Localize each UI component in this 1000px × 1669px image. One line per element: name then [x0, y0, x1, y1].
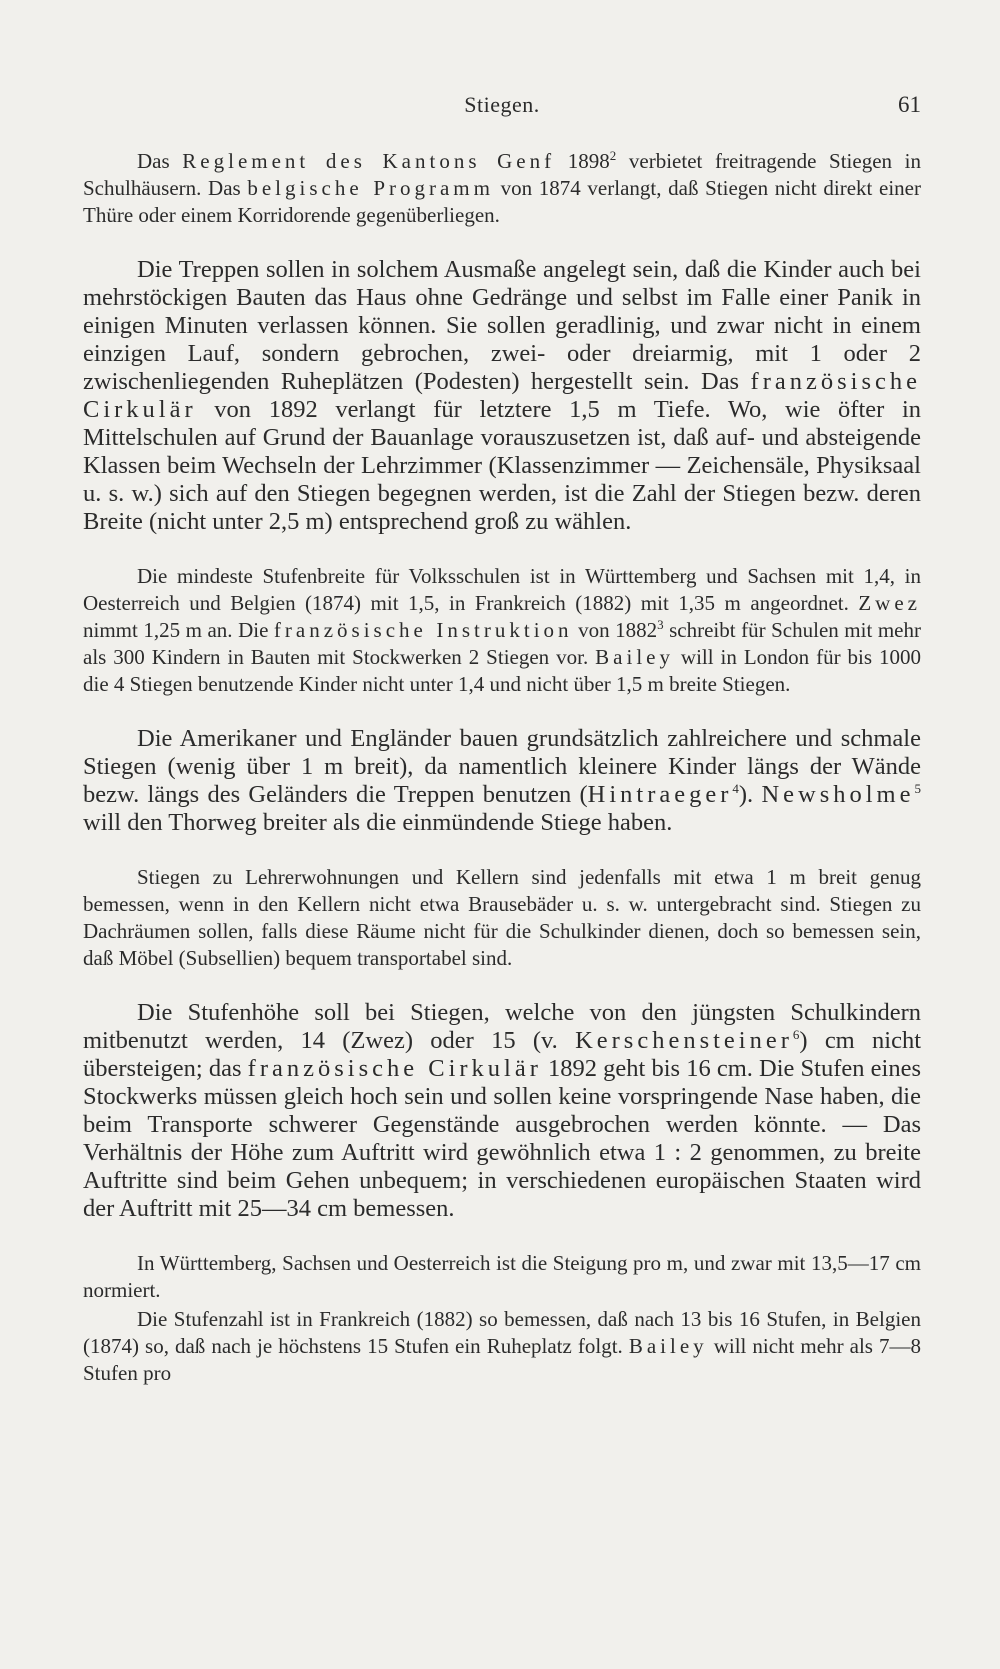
text-run: von 1882	[572, 618, 658, 642]
spaced-emphasis: Bailey	[628, 1334, 708, 1358]
footnote-marker: 3	[657, 617, 664, 632]
text-run: will den Thorweg breiter als die einmündende Stiege haben.	[83, 809, 673, 836]
text-run: Die mindeste Stufenbreite für Volksschulen ist in Württemberg und Sachsen mit 1,4, in Oesterreich und Belgien (1874) mit 1,5, in Frankreich (1882) mit 1,35 m angeordnet.	[83, 564, 921, 615]
spaced-emphasis: französische Instruktion	[273, 618, 573, 642]
text-run: will nicht mehr als 7—8 Stufen pro	[83, 1334, 921, 1385]
footnote-marker: 5	[914, 780, 921, 796]
body-paragraph	[83, 1250, 921, 1304]
text-run: Stiegen zu Lehrerwohnungen und Kellern sind jedenfalls mit etwa 1 m breit genug bemessen, wenn in den Kellern nicht etwa Brausebäder u. s. w. untergebracht sind. Stiegen zu Dachräumen sollen, falls diese Räume nicht für die Schulkinder dienen, doch so bemessen sein, daß Möbel (Subsellien) bequem transportabel sind.	[83, 865, 921, 970]
running-title: Stiegen.	[464, 92, 540, 117]
text-run: Die Stufenhöhe soll bei Stiegen, welche von den jüngsten Schulkindern mitbenutzt werden, 14 (Zwez) oder 15 (v.	[83, 999, 921, 1054]
text-run: Die Treppen sollen in solchem Ausmaße angelegt sein, daß die Kinder auch bei mehrstöckigen Bauten das Haus ohne Gedränge und selbst im Falle einer Panik in einigen Minuten verlassen können. Sie sollen geradlinig, und zwar nicht in einem einzigen Lauf, sondern gebrochen, zwei- oder dreiarmig, mit 1 oder 2 zwischenliegenden Ruheplätzen (Podesten) hergestellt sein. Das	[83, 256, 921, 395]
text-run: Das	[137, 149, 183, 173]
body-paragraph	[83, 999, 921, 1223]
spaced-emphasis: Hintraeger	[587, 781, 733, 808]
text-run: 1898	[555, 149, 610, 173]
spaced-emphasis: Zwez	[858, 591, 921, 615]
running-header	[83, 92, 921, 132]
body-paragraph	[83, 864, 921, 972]
footnote-marker: 2	[609, 148, 617, 163]
body-paragraph	[83, 725, 921, 837]
text-run: In Württemberg, Sachsen und Oesterreich ist die Steigung pro m, und zwar mit 13,5—17 cm normiert.	[83, 1251, 921, 1302]
text-run: schreibt für Schulen mit mehr als 300 Kindern in Bauten mit Stockwerken 2 Stiegen vor.	[83, 618, 921, 669]
spaced-emphasis: Kerschensteiner	[575, 1027, 793, 1054]
footnote-marker: 4	[732, 780, 739, 796]
text-run: Die Amerikaner und Engländer bauen grundsätzlich zahlreichere und schmale Stiegen (wenig über 1 m breit), da namentlich kleinere Kinder längs der Wände bezw. längs des Geländers die Treppen benutzen (	[83, 725, 921, 808]
text-run: von 1892 verlangt für letztere 1,5 m Tiefe. Wo, wie öfter in Mittelschulen auf Grund der Bauanlage vorauszusetzen ist, daß auf- und absteigende Klassen beim Wechseln der Lehrzimmer (Klassenzimmer — Zeichensäle, Physiksaal u. s. w.) sich auf den Stiegen begegnen werden, ist die Zahl der Stiegen bezw. deren Breite (nicht unter 2,5 m) entsprechend groß zu wählen.	[83, 396, 921, 535]
body-paragraph	[83, 1306, 921, 1387]
text-run: nimmt 1,25 m an. Die	[83, 618, 274, 642]
text-run: Die Stufenzahl ist in Frankreich (1882) so bemessen, daß nach 13 bis 16 Stufen, in Belgien (1874) so, daß nach je höchstens 15 Stufen ein Ruheplatz folgt.	[83, 1307, 921, 1358]
text-run: von 1874 verlangt, daß Stiegen nicht direkt einer Thüre oder einem Korridorende gegenüberliegen.	[83, 176, 921, 227]
spaced-emphasis: französische Cirkulär	[83, 368, 921, 423]
spaced-emphasis: Newsholme	[761, 781, 915, 808]
text-run: 1892 geht bis 16 cm. Die Stufen eines Stockwerks müssen gleich hoch sein und sollen keine vorspringende Nase haben, die beim Transporte schwerer Gegenstände ausgebrochen werden könnte. — Das Verhältnis der Höhe zum Auftritt wird gewöhnlich etwa 1 : 2 genommen, zu breite Auftritte sind beim Gehen unbequem; in verschiedenen europäischen Staaten wird der Auftritt mit 25—34 cm bemessen.	[83, 1055, 921, 1222]
page-number: 61	[898, 92, 921, 117]
body-paragraph	[83, 563, 921, 698]
body-paragraph	[83, 148, 921, 229]
text-run: verbietet freitragende Stiegen in Schulhäusern. Das	[83, 149, 921, 200]
page-body	[83, 148, 921, 1387]
body-paragraph	[83, 256, 921, 536]
text-run: ).	[738, 781, 762, 808]
spaced-emphasis: Bailey	[595, 645, 674, 669]
spaced-emphasis: Reglement des Kantons Genf	[182, 149, 556, 173]
footnote-marker: 6	[792, 1026, 800, 1042]
text-run: ) cm nicht übersteigen; das	[83, 1027, 921, 1082]
text-run: will in London für bis 1000 die 4 Stiegen benutzende Kinder nicht unter 1,4 und nicht über 1,5 m breite Stiegen.	[83, 645, 921, 696]
spaced-emphasis: belgische Programm	[247, 176, 494, 200]
spaced-emphasis: französische Cirkulär	[247, 1055, 542, 1082]
